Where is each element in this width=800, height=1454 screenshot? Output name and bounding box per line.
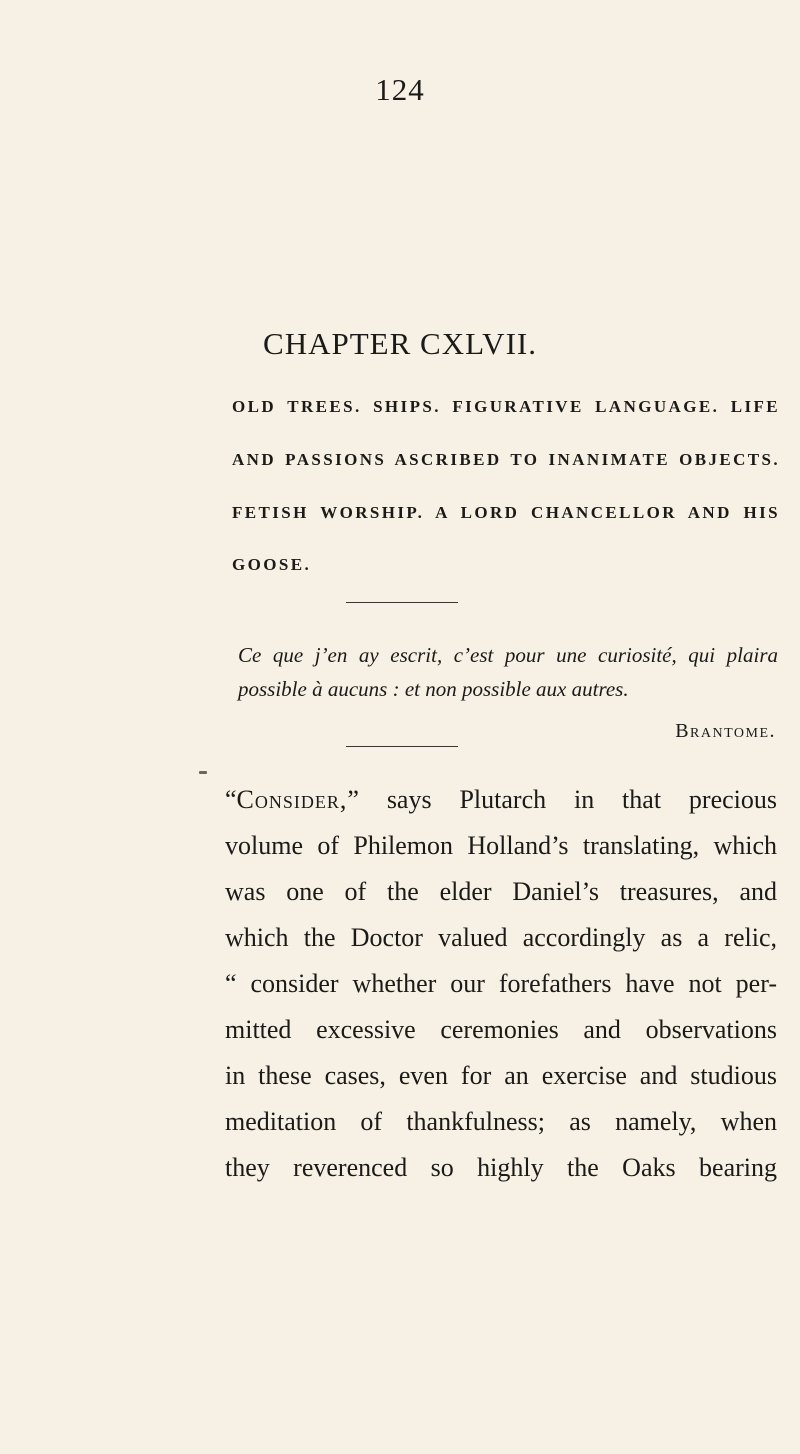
page-number: 124 — [375, 72, 425, 107]
summary-line: GOOSE. — [232, 555, 312, 574]
epigraph-attribution: Brantome. — [675, 720, 776, 742]
summary-line: FETISH WORSHIP. A LORD CHANCELLOR AND HIS — [232, 503, 780, 522]
body-line: in these cases, even for an exercise and studious — [225, 1061, 777, 1090]
open-quote: “ — [225, 785, 237, 814]
body-line — [225, 785, 777, 815]
body-line: they reverenced so highly the Oaks bearing — [225, 1153, 777, 1182]
body-line: mitted excessive ceremonies and observations — [225, 1015, 777, 1044]
epigraph-line: possible à aucuns : et non possible aux autres. — [238, 677, 629, 701]
close-quote: ” — [347, 785, 359, 814]
body-line: “ consider whether our forefathers have not per- — [225, 969, 777, 998]
summary-line: OLD TREES. SHIPS. FIGURATIVE LANGUAGE. LIFE — [232, 397, 780, 416]
epigraph-line: Ce que j’en ay escrit, c’est pour une curiosité, qui plaira — [238, 643, 778, 667]
divider-rule — [346, 746, 458, 747]
body-line: which the Doctor valued accordingly as a relic, — [225, 923, 777, 952]
divider-rule — [346, 602, 458, 603]
body-line-rest: says Plutarch in that precious — [358, 785, 777, 814]
smallcaps-word: Consider, — [236, 785, 348, 814]
body-line: meditation of thankfulness; as namely, when — [225, 1107, 777, 1136]
summary-line: AND PASSIONS ASCRIBED TO INANIMATE OBJECTS. — [232, 450, 780, 469]
body-line: volume of Philemon Holland’s translating, which — [225, 831, 777, 860]
body-line: was one of the elder Daniel’s treasures, and — [225, 877, 777, 906]
ink-mark — [199, 771, 207, 774]
chapter-title: CHAPTER CXLVII. — [263, 326, 537, 361]
